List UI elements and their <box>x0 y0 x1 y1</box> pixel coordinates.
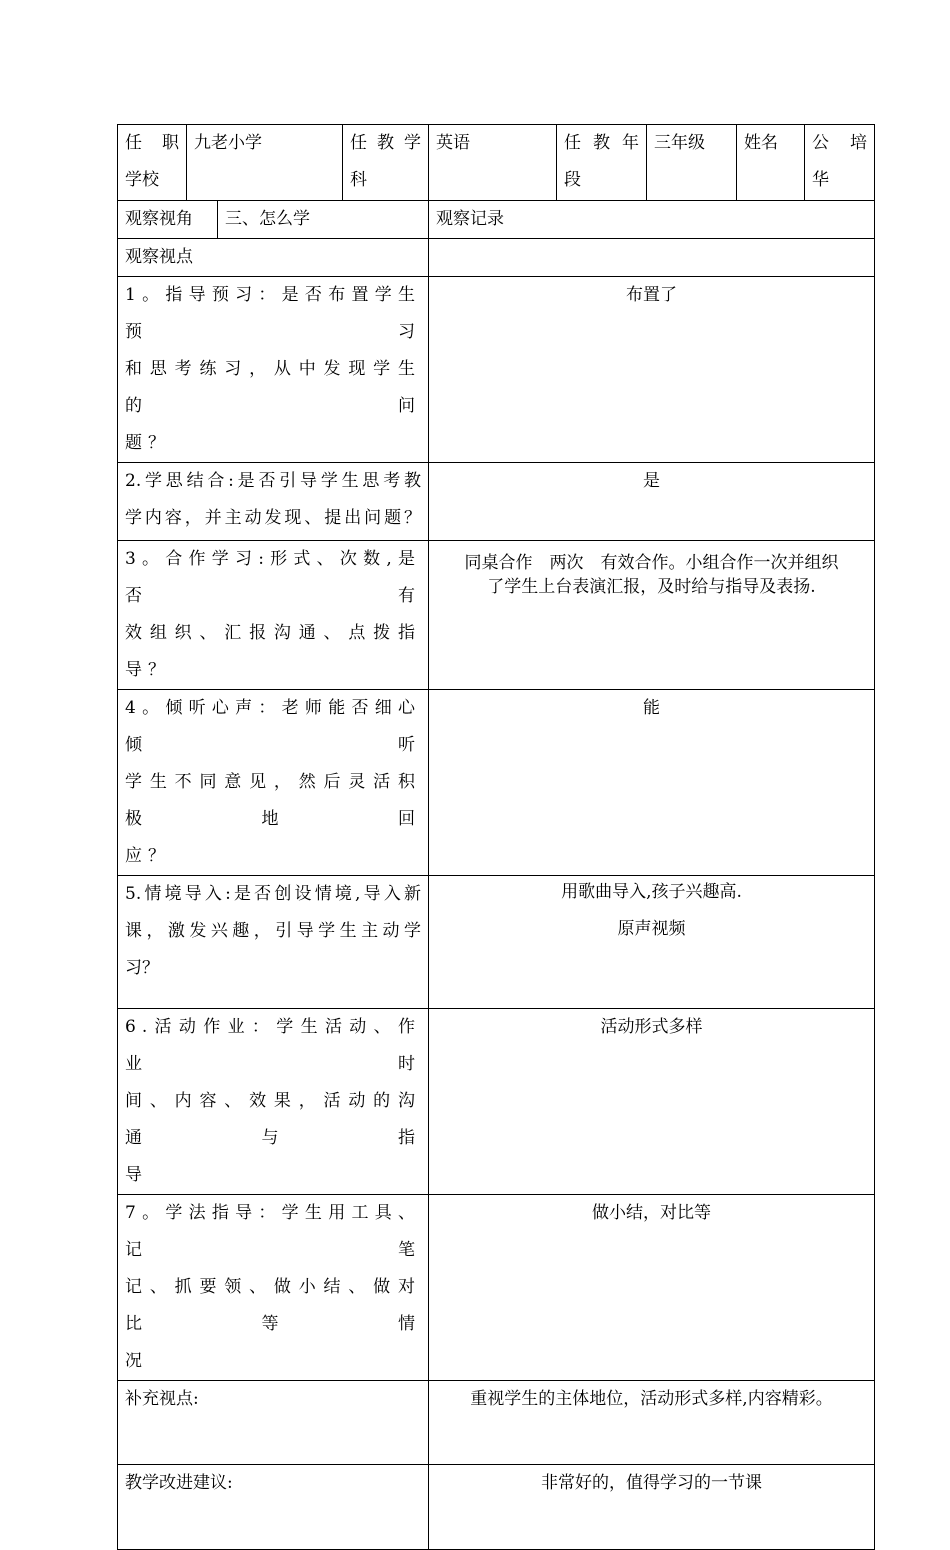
observation-row <box>118 541 875 690</box>
record-line: 了学生上台表演汇报，及时给与指导及表扬. <box>487 577 816 597</box>
record-text: 原声视频 <box>617 919 686 939</box>
viewpoint-cell <box>118 690 429 876</box>
angle-label: 观察视角 <box>125 209 193 229</box>
school-label-line2: 学校 <box>125 170 159 190</box>
viewpoint-label-cell <box>118 239 429 277</box>
record-text: 能 <box>643 698 660 718</box>
observation-sheet <box>117 124 874 1550</box>
subject-value: 英语 <box>436 133 470 153</box>
record-label: 观察记录 <box>436 209 504 229</box>
viewpoint-line: 效组织、汇报沟通、点拨指导？ <box>125 623 421 680</box>
viewpoint-line: 学内容，并主动发现、提出问题？ <box>125 508 421 528</box>
record-text <box>436 541 867 599</box>
viewpoint-line: 5.情境导入:是否创设情境,导入新 <box>125 884 421 904</box>
observation-row <box>118 277 875 463</box>
grade-value: 三年级 <box>654 133 705 153</box>
record-text: 是 <box>643 471 660 491</box>
name-value-cell <box>805 125 875 201</box>
suggestion-label: 教学改进建议: <box>125 1473 233 1493</box>
school-value-cell <box>187 125 343 201</box>
record-text: 活动形式多样 <box>600 1017 703 1037</box>
viewpoint-line: 导 <box>125 1165 148 1185</box>
viewpoint-line: 6.活动作业：学生活动、作业时 <box>125 1017 421 1074</box>
record-cell <box>429 1195 875 1381</box>
suggestion-record: 非常好的，值得学习的一节课 <box>541 1473 762 1493</box>
grade-label-cell <box>557 125 647 201</box>
name-value-line2: 华 <box>812 170 829 190</box>
viewpoint-line: 1。指导预习：是否布置学生预习 <box>125 285 421 342</box>
record-cell <box>429 463 875 541</box>
record-text: 做小结，对比等 <box>592 1203 711 1223</box>
viewpoint-cell <box>118 876 429 1009</box>
angle-row <box>118 201 875 239</box>
angle-value-cell <box>218 201 429 239</box>
viewpoint-cell <box>118 463 429 541</box>
viewpoint-cell <box>118 1009 429 1195</box>
viewpoint-line: 4。倾听心声：老师能否细心倾听 <box>125 698 421 755</box>
viewpoint-cell <box>118 277 429 463</box>
name-value-line1: 公 培 <box>812 133 867 153</box>
subject-label-line2: 科 <box>350 170 367 190</box>
supplement-record-cell <box>429 1381 875 1465</box>
viewpoint-cell <box>118 541 429 690</box>
name-label-cell <box>737 125 805 201</box>
viewpoint-line: 课，激发兴趣，引导学生主动学 <box>125 921 421 941</box>
viewpoint-line: 习？ <box>125 958 159 978</box>
viewpoint-line: 和思考练习，从中发现学生的问 <box>125 359 421 416</box>
viewpoint-line: 学生不同意见，然后灵活积极地回 <box>125 772 421 829</box>
viewpoint-label: 观察视点 <box>125 247 193 267</box>
grade-label-line2: 段 <box>564 170 581 190</box>
record-cell <box>429 277 875 463</box>
viewpoint-line: 记、抓要领、做小结、做对比等情 <box>125 1277 421 1334</box>
supplement-row <box>118 1381 875 1465</box>
record-cell <box>429 541 875 690</box>
observation-table <box>117 124 875 1550</box>
observation-row <box>118 690 875 876</box>
school-label-line1: 任 职 <box>125 133 179 153</box>
viewpoint-line: 应？ <box>125 846 171 866</box>
viewpoint-line: 2.学思结合:是否引导学生思考教 <box>125 471 421 491</box>
angle-value: 三、怎么学 <box>225 209 310 229</box>
viewpoint-line: 7。学法指导：学生用工具、记笔 <box>125 1203 421 1260</box>
viewpoint-cell <box>118 1195 429 1381</box>
name-label: 姓名 <box>744 133 778 153</box>
viewpoint-line: 题？ <box>125 433 171 453</box>
suggestion-label-cell <box>118 1465 429 1550</box>
record-text: 用歌曲导入,孩子兴趣高. <box>561 882 742 902</box>
school-value: 九老小学 <box>194 133 262 153</box>
record-cell <box>429 690 875 876</box>
suggestion-row <box>118 1465 875 1550</box>
subject-label-line1: 任 教 学 <box>350 133 421 153</box>
header-row <box>118 125 875 201</box>
supplement-record: 重视学生的主体地位，活动形式多样,内容精彩。 <box>470 1389 833 1409</box>
viewpoint-line: 间、内容、效果，活动的沟通与指 <box>125 1091 421 1148</box>
angle-label-cell <box>118 201 218 239</box>
viewpoint-line: 况 <box>125 1351 148 1371</box>
record-line: 同桌合作 两次 有效合作。小组合作一次并组织 <box>464 553 839 573</box>
observation-row <box>118 1195 875 1381</box>
supplement-label-cell <box>118 1381 429 1465</box>
subject-label-cell <box>343 125 429 201</box>
record-cell <box>429 876 875 1009</box>
observation-row <box>118 1009 875 1195</box>
subject-value-cell <box>429 125 557 201</box>
grade-label-line1: 任 教 年 <box>564 133 639 153</box>
grade-value-cell <box>647 125 737 201</box>
viewpoint-record-cell <box>429 239 875 277</box>
supplement-label: 补充视点: <box>125 1389 199 1409</box>
record-cell <box>429 1009 875 1195</box>
school-label-cell <box>118 125 187 201</box>
viewpoint-line: 3。合作学习:形式、次数,是否有 <box>125 549 421 606</box>
record-text: 布置了 <box>626 285 677 305</box>
viewpoint-row <box>118 239 875 277</box>
observation-row <box>118 876 875 1009</box>
observation-row <box>118 463 875 541</box>
suggestion-record-cell <box>429 1465 875 1550</box>
record-label-cell <box>429 201 875 239</box>
